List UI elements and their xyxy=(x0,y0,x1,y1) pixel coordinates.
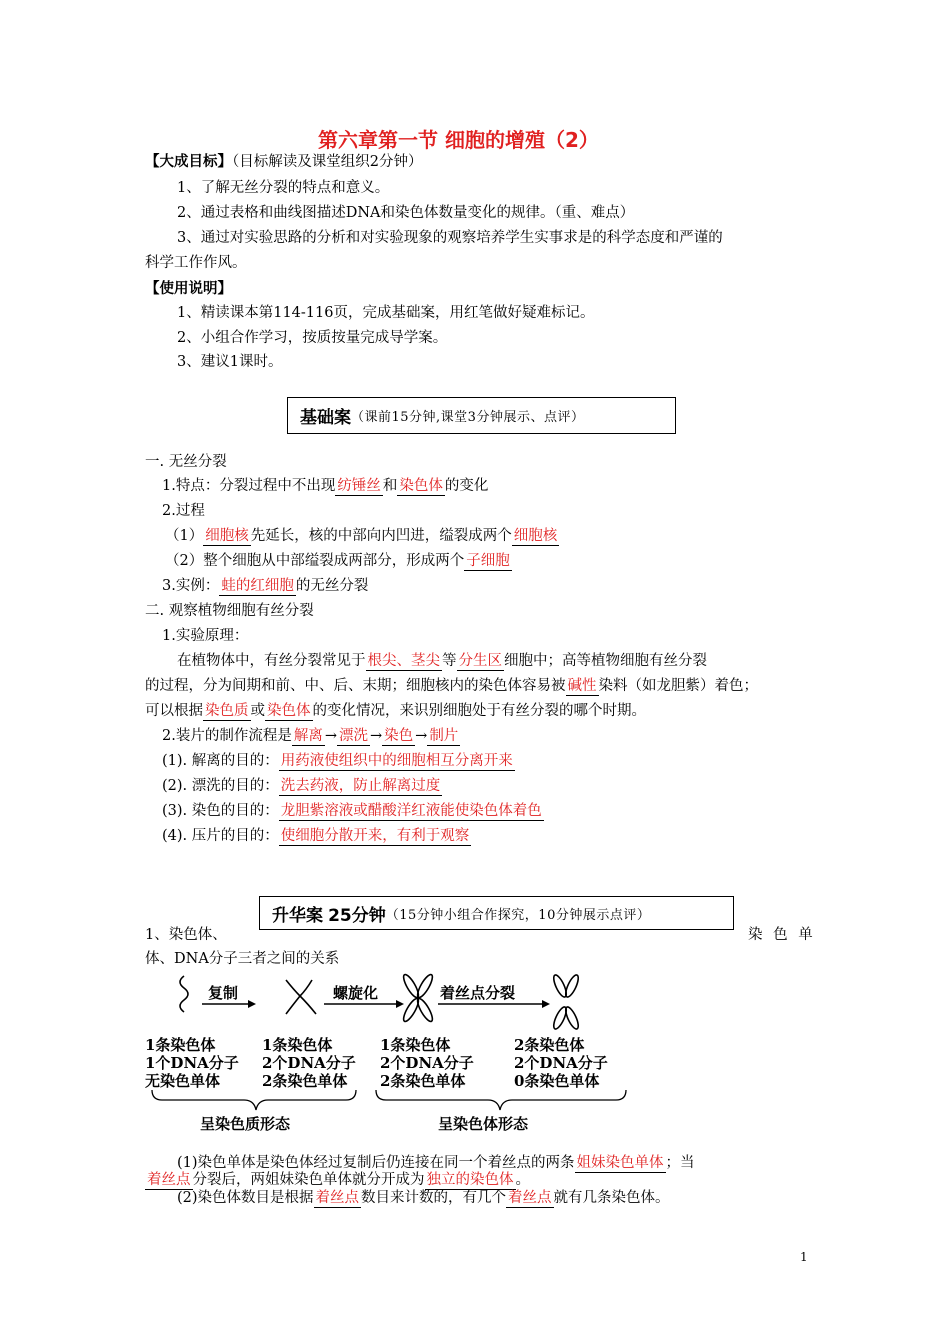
answer: 龙胆紫溶液或醋酸洋红液能使染色体着色 xyxy=(280,803,542,819)
usage-item: 1、精读课本第114-116页，完成基础案，用红笔做好疑难标记。 xyxy=(177,305,595,321)
diagram-col4 xyxy=(514,1036,608,1090)
section1-line1 xyxy=(162,476,488,496)
answer: 制片 xyxy=(429,728,459,744)
text: 3.实例： xyxy=(162,578,220,594)
text: (1). 解离的目的： xyxy=(162,753,279,769)
diagram-col3 xyxy=(380,1036,474,1090)
arrow-icon: → xyxy=(324,728,337,744)
section1-line5 xyxy=(162,576,368,596)
text: (2). 漂洗的目的： xyxy=(162,778,279,794)
text: （1） xyxy=(165,528,204,544)
text: 的变化 xyxy=(444,478,489,494)
answer: 根尖、茎尖 xyxy=(367,653,440,669)
section1-line3 xyxy=(165,526,559,546)
text: (3). 染色的目的： xyxy=(162,803,279,819)
upgrade-section-box xyxy=(259,896,734,930)
text: 先延长，核的中部向内凹进，缢裂成两个 xyxy=(250,528,512,544)
page-title: 第六章第一节 细胞的增殖（2） xyxy=(318,128,599,152)
arrow-icon: → xyxy=(415,728,428,744)
text: (1)染色单体是染色体经过复制后仍连接在同一个着丝点的两条 xyxy=(177,1155,575,1171)
step-label-centromere-split: 着丝点分裂 xyxy=(440,984,516,1002)
section1-heading: 一. 无丝分裂 xyxy=(145,454,227,470)
col4-line: 2个DNA分子 xyxy=(514,1054,608,1072)
brace-label-chromatin: 呈染色质形态 xyxy=(200,1115,291,1133)
answer: 着丝点 xyxy=(315,1190,360,1206)
goals-heading-line xyxy=(145,152,422,172)
answer: 用药液使组织中的细胞相互分离开来 xyxy=(280,753,513,769)
chromosome-icon xyxy=(401,973,435,1024)
answer: 染色 xyxy=(384,728,414,744)
section2-heading: 二. 观察植物细胞有丝分裂 xyxy=(145,603,314,619)
section2-p3 xyxy=(145,676,758,696)
col3-line: 1条染色体 xyxy=(380,1036,451,1054)
col2-line: 2个DNA分子 xyxy=(262,1054,356,1072)
section1-line4 xyxy=(165,551,512,571)
upgrade-box-label: 升华案 xyxy=(272,905,323,926)
separated-chromosomes-icon xyxy=(551,973,580,1030)
step-label-condense: 螺旋化 xyxy=(333,984,379,1002)
arrow-icon: → xyxy=(370,728,383,744)
section1-line2: 2.过程 xyxy=(162,503,205,519)
section2-q1 xyxy=(162,751,515,771)
goal-item: 3、通过对实验思路的分析和对实验现象的观察培养学生实事求是的科学态度和严谨的 xyxy=(177,230,723,246)
section2-q4 xyxy=(162,826,471,846)
text: 分裂后，两姐妹染色单体就分开成为 xyxy=(192,1172,425,1188)
brace-chromosome xyxy=(376,1090,626,1110)
goals-note: （目标解读及课堂组织2分钟） xyxy=(232,154,423,170)
text: 的无丝分裂 xyxy=(295,578,369,594)
goal-item: 科学工作作风。 xyxy=(145,255,247,271)
col2-line: 1条染色体 xyxy=(262,1036,333,1054)
goals-heading: 【大成目标】 xyxy=(145,153,232,170)
text: （2）整个细胞从中部缢裂成两部分，形成两个 xyxy=(165,553,465,569)
col4-line: 0条染色单体 xyxy=(514,1072,600,1090)
text: 和 xyxy=(382,478,398,494)
col2-line: 2条染色单体 xyxy=(262,1072,348,1090)
text: 的变化情况，来识别细胞处于有丝分裂的哪个时期。 xyxy=(312,703,646,719)
answer: 姐妹染色单体 xyxy=(576,1155,664,1171)
col1-line: 无染色单体 xyxy=(145,1072,221,1090)
diagram-col1 xyxy=(145,1036,239,1090)
step-label-replicate: 复制 xyxy=(208,984,239,1002)
goal-item: 2、通过表格和曲线图描述DNA和染色体数量变化的规律。（重、难点） xyxy=(177,205,635,221)
basic-box-label: 基础案 xyxy=(300,408,351,428)
page-number: 1 xyxy=(800,1250,808,1264)
text: 。 xyxy=(515,1172,530,1188)
upgrade-box-note: （15分钟小组合作探究，10分钟展示点评） xyxy=(385,907,651,923)
section2-q3 xyxy=(162,801,544,821)
goal-item: 1、了解无丝分裂的特点和意义。 xyxy=(177,180,390,196)
section2-q2 xyxy=(162,776,442,796)
text: ；当 xyxy=(665,1155,695,1171)
section2-p1: 1.实验原理： xyxy=(162,628,249,644)
answer: 细胞核 xyxy=(205,528,249,544)
usage-item: 2、小组合作学习，按质按量完成导学案。 xyxy=(177,330,448,346)
text: (4). 压片的目的： xyxy=(162,828,279,844)
answer: 着丝点 xyxy=(508,1190,552,1206)
col3-line: 2个DNA分子 xyxy=(380,1054,474,1072)
text: 可以根据 xyxy=(145,703,203,719)
col1-line: 1条染色体 xyxy=(145,1036,216,1054)
col3-line: 2条染色单体 xyxy=(380,1072,466,1090)
section2-p4 xyxy=(145,701,646,721)
answer: 漂洗 xyxy=(339,728,368,744)
answer: 染色体 xyxy=(267,703,311,719)
col4-line: 2条染色体 xyxy=(514,1036,585,1054)
text: 1.特点：分裂过程中不出现 xyxy=(162,478,336,494)
upgrade-box-time: 25分钟 xyxy=(328,905,386,926)
answer: 使细胞分散开来，有利于观察 xyxy=(280,828,470,844)
answer: 分生区 xyxy=(458,653,502,669)
text: 数目来计数的，有几个 xyxy=(361,1190,507,1206)
answer: 纺锤丝 xyxy=(337,478,381,494)
section2-p5 xyxy=(162,726,460,746)
answer: 染色体 xyxy=(399,478,443,494)
answer: 解离 xyxy=(293,728,323,744)
diagram-col2 xyxy=(262,1036,356,1090)
section2-p2 xyxy=(177,651,707,671)
text: 的过程，分为间期和前、中、后、末期；细胞核内的染色体容易被 xyxy=(145,678,566,694)
answer: 洗去药液，防止解离过度 xyxy=(280,778,441,794)
answer: 着丝点 xyxy=(147,1172,191,1188)
text: (2)染色体数目是根据 xyxy=(177,1190,314,1206)
section3-line1-left: 1、染色体、 xyxy=(145,927,227,943)
brace-chromatin xyxy=(152,1090,356,1110)
text: 等 xyxy=(442,653,457,669)
brace-label-chromosome: 呈染色体形态 xyxy=(438,1115,529,1133)
col1-line: 1个DNA分子 xyxy=(145,1054,239,1072)
replicated-chromatin-icon xyxy=(286,980,316,1014)
text: 或 xyxy=(250,703,265,719)
answer: 独立的染色体 xyxy=(426,1172,514,1188)
answer: 子细胞 xyxy=(466,553,510,569)
answer: 细胞核 xyxy=(513,528,558,544)
basic-box-note: （课前15分钟,课堂3分钟展示、点评） xyxy=(351,410,585,425)
chromatin-icon xyxy=(180,976,188,1012)
text: 就有几条染色体。 xyxy=(553,1190,670,1206)
basic-section-box xyxy=(287,397,676,434)
answer: 染色质 xyxy=(205,703,249,719)
text: 2.装片的制作流程是 xyxy=(162,728,292,744)
answer: 碱性 xyxy=(567,678,597,694)
section4-line2 xyxy=(145,1170,530,1190)
usage-heading: 【使用说明】 xyxy=(145,280,232,297)
text: 染料（如龙胆紫）着色； xyxy=(598,678,758,694)
usage-item: 3、建议1课时。 xyxy=(177,354,283,370)
section3-line2: 体、DNA分子三者之间的关系 xyxy=(145,951,340,967)
section4-line3 xyxy=(177,1188,670,1208)
text: 细胞中；高等植物细胞有丝分裂 xyxy=(504,653,707,669)
answer: 蛙的红细胞 xyxy=(221,578,294,594)
section3-line1-right: 染 色 单 xyxy=(748,927,816,943)
text: 在植物体中，有丝分裂常见于 xyxy=(177,653,366,669)
